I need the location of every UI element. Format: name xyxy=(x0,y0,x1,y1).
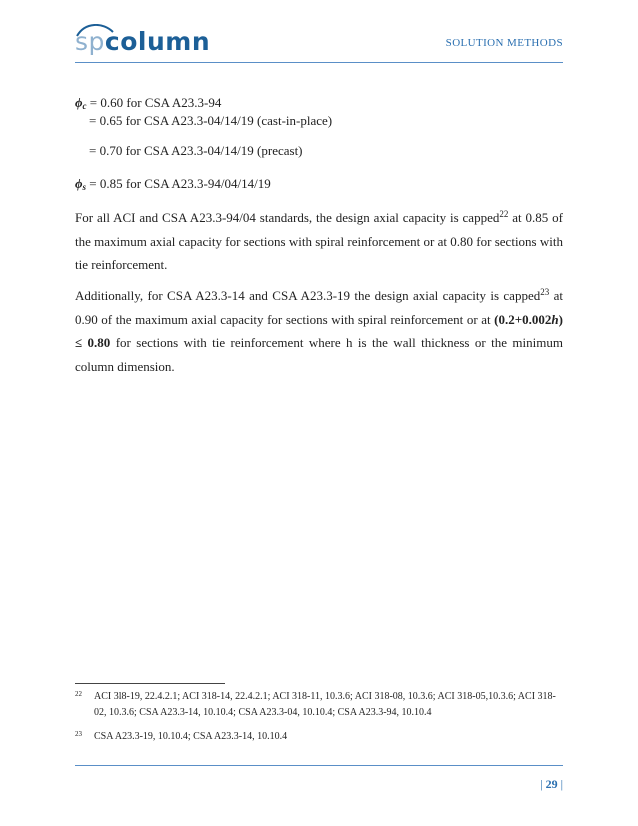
logo-wordmark xyxy=(75,27,210,56)
footnote-text: CSA A23.3-19, 10.10.4; CSA A23.3-14, 10.10.4 xyxy=(94,731,288,742)
phi-symbol: ϕ xyxy=(75,95,83,110)
page-number xyxy=(540,777,563,792)
paragraph-axial-capacity xyxy=(75,206,563,277)
para2-text-a: Additionally, for CSA A23.3-14 and CSA A23.3-19 the design axial capacity is capped xyxy=(75,288,541,303)
logo-sp: sp xyxy=(75,27,105,56)
footnote-23 xyxy=(75,729,563,745)
para1-text-b: at 0.85 of the maximum axial capacity for sections with spiral reinforcement or at 0.80 for sections with tie reinforcement. xyxy=(75,210,563,272)
formula-h: h xyxy=(551,311,559,327)
para1-text-a: For all ACI and CSA A23.3-94/04 standards, the design axial capacity is capped xyxy=(75,210,500,225)
footnote-divider xyxy=(75,683,225,684)
phi-s-subscript: s xyxy=(82,182,87,192)
para2-text-b: at 0.90 of the maximum axial capacity for sections with spiral reinforcement or at xyxy=(75,288,563,327)
spcolumn-logo xyxy=(75,24,211,58)
phi-symbol: ϕ xyxy=(75,176,83,191)
page-number-bar-left: | xyxy=(540,777,543,791)
footnote-number: 22 xyxy=(75,690,82,698)
footer-divider xyxy=(75,765,563,766)
page-number-value: 29 xyxy=(545,777,558,791)
section-title: SOLUTION METHODS xyxy=(445,37,563,49)
phi-s-line xyxy=(75,174,271,197)
phi-c-value-2: = 0.65 for CSA A23.3-04/14/19 (cast-in-place) xyxy=(89,113,333,128)
footnote-text: ACI 3l8-19, 22.4.2.1; ACI 318-14, 22.4.2.1; ACI 318-11, 10.3.6; ACI 318-08, 10.3.6; ACI 318-05,10.3.6; ACI 318-02, 10.3.6; CSA A23.3-14, 10.10.4; CSA A23.3-04, 10.10.4; CSA A23.3-94, 10.10.4 xyxy=(94,691,556,718)
phi-c-value-1: = 0.60 for CSA A23.3-94 xyxy=(89,95,222,110)
formula-part-b: ) ≤ 0.80 xyxy=(75,311,563,350)
footnote-number: 23 xyxy=(75,730,82,738)
para2-text-c: for sections with tie reinforcement where h is the wall thickness or the minimum column dimension. xyxy=(75,335,563,374)
footnote-ref-23[interactable]: 23 xyxy=(540,287,550,297)
phi-c-subscript: c xyxy=(82,101,87,111)
phi-c-value-3: = 0.70 for CSA A23.3-04/14/19 (precast) xyxy=(89,143,303,158)
footnote-ref-22[interactable]: 22 xyxy=(499,209,509,219)
page-number-bar-right: | xyxy=(560,777,563,791)
phi-s-value: = 0.85 for CSA A23.3-94/04/14/19 xyxy=(89,176,271,191)
paragraph-csa-capacity xyxy=(75,284,563,378)
page-header xyxy=(75,24,563,60)
logo-column: column xyxy=(104,27,211,56)
header-divider xyxy=(75,62,563,63)
footnote-22 xyxy=(75,689,563,721)
formula-part-a: (0.2+0.002 xyxy=(494,311,552,327)
